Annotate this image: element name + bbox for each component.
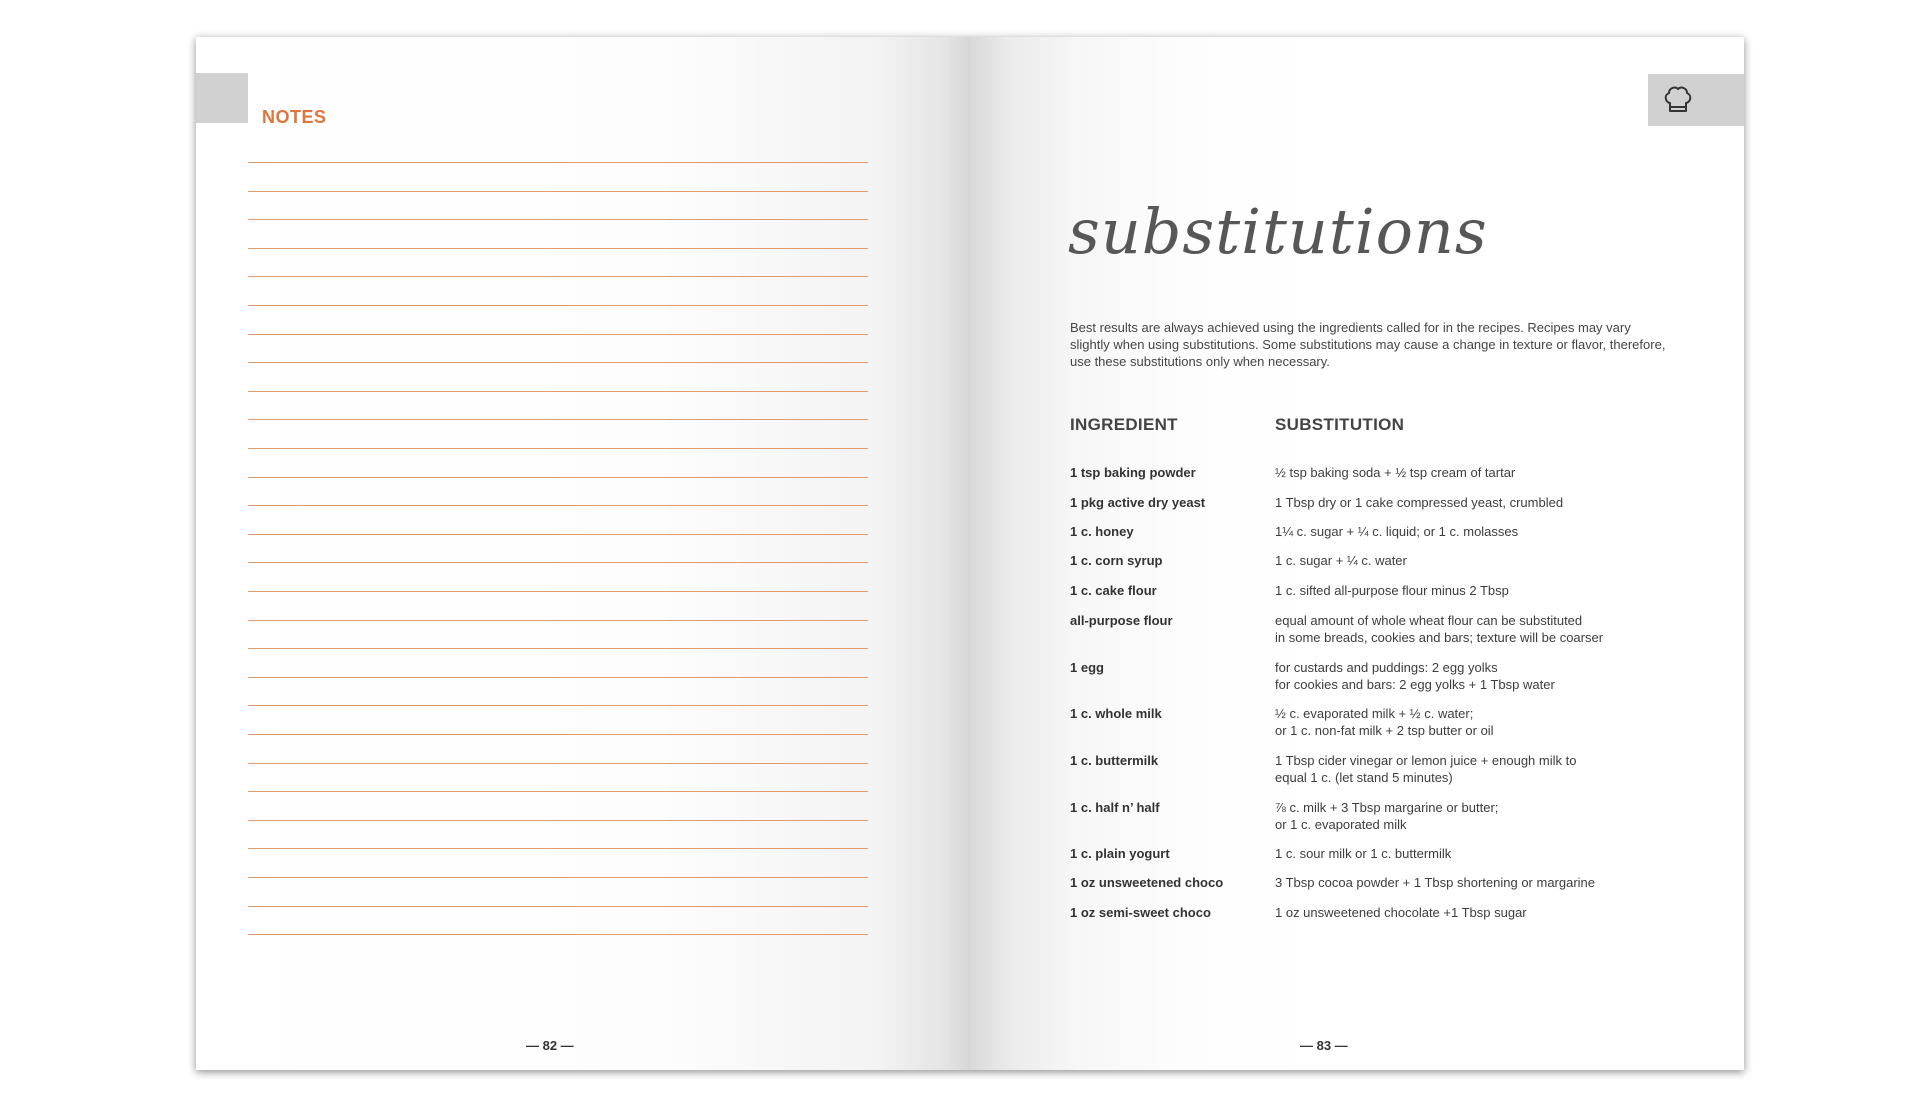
substitution-cell: [1275, 845, 1685, 862]
substitution-line: 1¼ c. sugar + ¼ c. liquid; or 1 c. molasses: [1275, 524, 1519, 539]
note-line: [248, 906, 868, 907]
note-line: [248, 305, 868, 306]
substitution-line: in some breads, cookies and bars; texture will be coarser: [1275, 630, 1604, 645]
note-line: [248, 848, 868, 849]
substitution-cell: [1275, 659, 1685, 693]
column-header-substitution: SUBSTITUTION: [1275, 415, 1405, 434]
page-number-left: — 82 —: [526, 1038, 574, 1053]
note-line: [248, 791, 868, 792]
ingredient-cell: all-purpose flour: [1070, 613, 1173, 628]
note-line: [248, 448, 868, 449]
substitution-line: equal amount of whole wheat flour can be substituted: [1275, 613, 1583, 628]
note-line: [248, 419, 868, 420]
substitution-cell: [1275, 523, 1685, 540]
substitution-line: 1 Tbsp dry or 1 cake compressed yeast, crumbled: [1275, 495, 1564, 510]
note-line: [248, 362, 868, 363]
substitution-line: equal 1 c. (let stand 5 minutes): [1275, 770, 1453, 785]
substitution-line: or 1 c. evaporated milk: [1275, 817, 1407, 832]
book-spread: [196, 37, 1744, 1070]
note-line: [248, 591, 868, 592]
left-page: [196, 37, 970, 1070]
note-line: [248, 705, 868, 706]
substitution-cell: [1275, 904, 1685, 921]
substitution-cell: [1275, 494, 1685, 511]
ingredient-cell: 1 oz semi-sweet choco: [1070, 905, 1211, 920]
ingredient-cell: 1 egg: [1070, 660, 1104, 675]
substitution-line: 1 c. sifted all-purpose flour minus 2 Tbsp: [1275, 583, 1509, 598]
note-line: [248, 276, 868, 277]
substitution-line: or 1 c. non-fat milk + 2 tsp butter or oil: [1275, 723, 1494, 738]
ingredient-cell: 1 tsp baking powder: [1070, 465, 1196, 480]
note-line: [248, 162, 868, 163]
note-line: [248, 620, 868, 621]
note-line: [248, 820, 868, 821]
note-line: [248, 677, 868, 678]
substitution-cell: [1275, 705, 1685, 739]
substitution-cell: [1275, 552, 1685, 569]
ingredient-cell: 1 pkg active dry yeast: [1070, 495, 1206, 510]
note-line: [248, 534, 868, 535]
substitution-cell: [1275, 752, 1685, 786]
chef-hat-icon: [1663, 84, 1693, 116]
note-line: [248, 219, 868, 220]
substitution-line: 1 Tbsp cider vinegar or lemon juice + enough milk to: [1275, 753, 1577, 768]
note-line: [248, 734, 868, 735]
substitution-line: 1 oz unsweetened chocolate +1 Tbsp sugar: [1275, 905, 1527, 920]
ingredient-cell: 1 c. plain yogurt: [1070, 846, 1170, 861]
substitution-line: 1 c. sour milk or 1 c. buttermilk: [1275, 846, 1452, 861]
substitution-line: for custards and puddings: 2 egg yolks: [1275, 660, 1498, 675]
note-line: [248, 391, 868, 392]
note-line: [248, 648, 868, 649]
ingredient-cell: 1 c. buttermilk: [1070, 753, 1159, 768]
page-title: substitutions: [1068, 195, 1488, 268]
note-line: [248, 248, 868, 249]
note-line: [248, 877, 868, 878]
substitution-line: ½ c. evaporated milk + ½ c. water;: [1275, 706, 1474, 721]
note-line: [248, 334, 868, 335]
note-line: [248, 763, 868, 764]
ingredient-cell: 1 c. cake flour: [1070, 583, 1157, 598]
substitution-cell: [1275, 582, 1685, 599]
notes-heading: NOTES: [262, 107, 327, 127]
ingredient-cell: 1 oz unsweetened choco: [1070, 875, 1224, 890]
substitution-line: for cookies and bars: 2 egg yolks + 1 Tbsp water: [1275, 677, 1555, 692]
ingredient-cell: 1 c. honey: [1070, 524, 1134, 539]
substitution-cell: [1275, 464, 1685, 481]
note-line: [248, 934, 868, 935]
page-tab: [196, 73, 248, 123]
column-header-ingredient: INGREDIENT: [1070, 415, 1178, 434]
ingredient-cell: 1 c. corn syrup: [1070, 553, 1163, 568]
section-tab: [1648, 74, 1744, 126]
ingredient-cell: 1 c. half n’ half: [1070, 800, 1160, 815]
substitution-line: 3 Tbsp cocoa powder + 1 Tbsp shortening or margarine: [1275, 875, 1596, 890]
right-page: [970, 37, 1744, 1070]
page-number-right: — 83 —: [1300, 1038, 1348, 1053]
note-line: [248, 505, 868, 506]
substitution-line: ½ tsp baking soda + ½ tsp cream of tartar: [1275, 465, 1516, 480]
substitution-cell: [1275, 799, 1685, 833]
substitution-cell: [1275, 874, 1685, 891]
ingredient-cell: 1 c. whole milk: [1070, 706, 1162, 721]
note-line: [248, 191, 868, 192]
note-line: [248, 477, 868, 478]
intro-paragraph: Best results are always achieved using the ingredients called for in the recipes. Recipes may vary slightly when using substitutions. Some substitutions may cause a change in texture or flavor, therefore, use these substitutions only when necessary.: [1070, 320, 1666, 369]
substitution-cell: [1275, 612, 1685, 646]
substitution-line: ⅞ c. milk + 3 Tbsp margarine or butter;: [1275, 800, 1499, 815]
substitution-line: 1 c. sugar + ¼ c. water: [1275, 553, 1407, 568]
note-line: [248, 562, 868, 563]
